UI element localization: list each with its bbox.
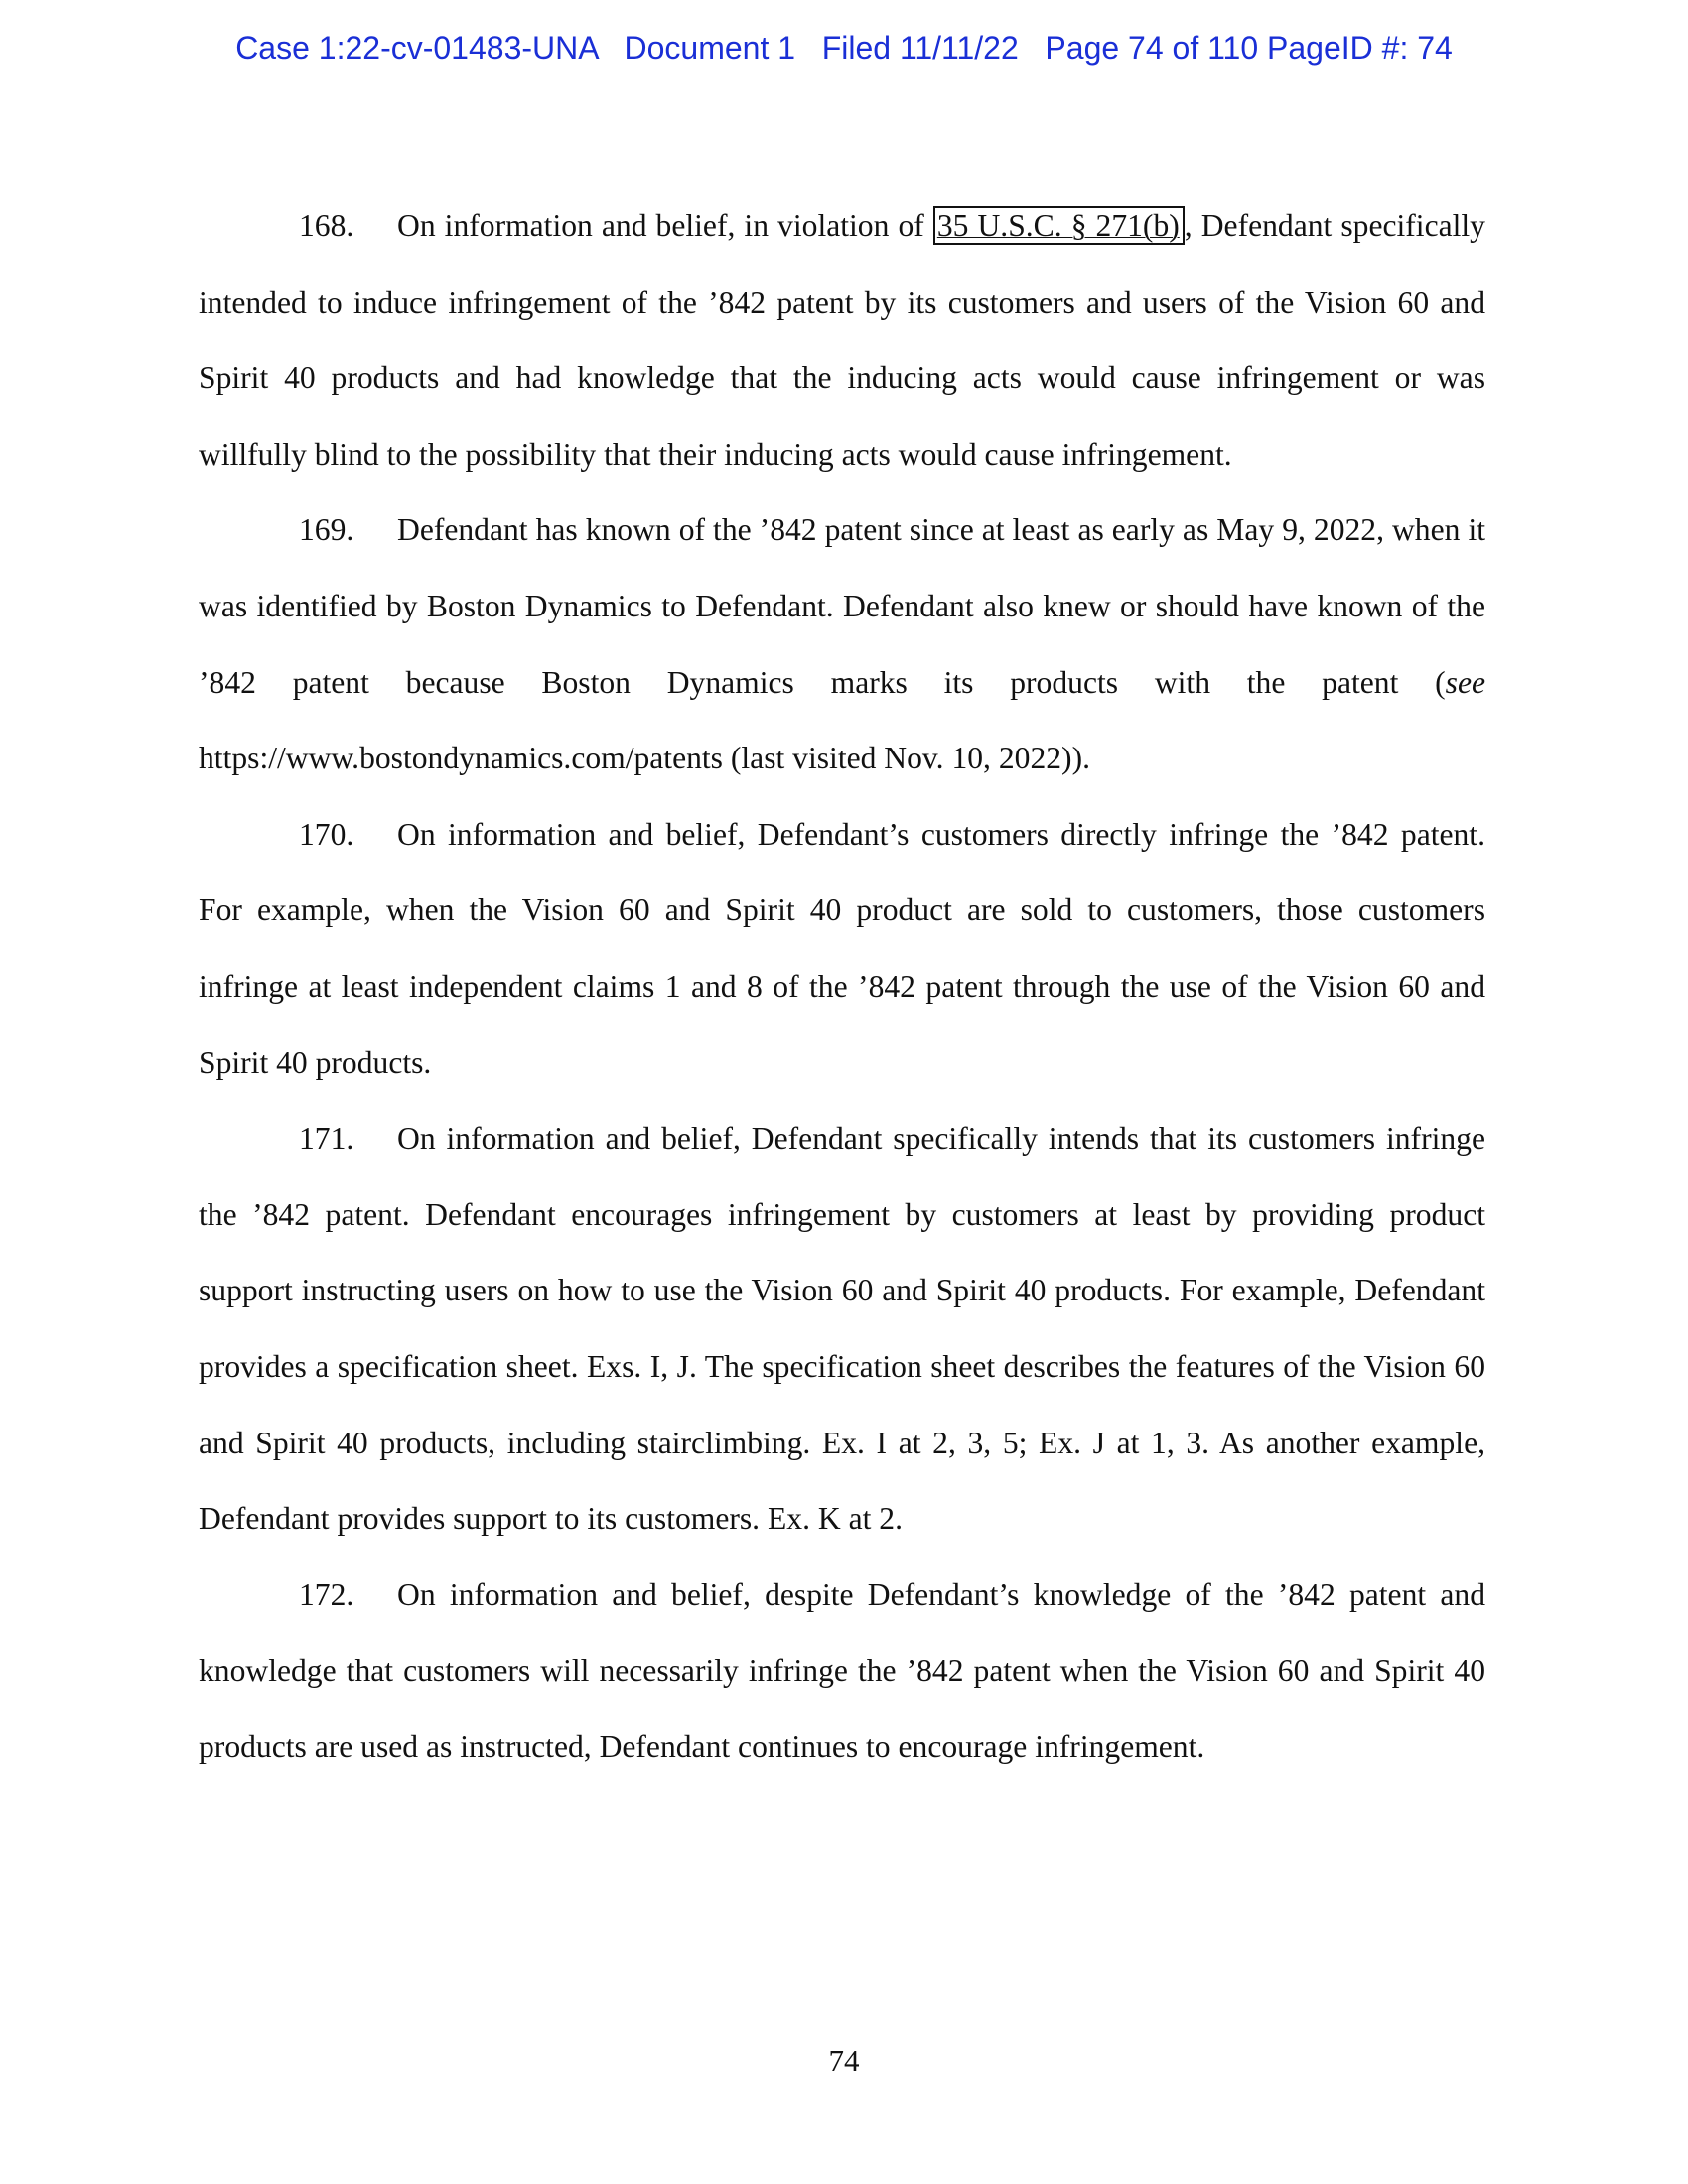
paragraph-170 bbox=[199, 797, 1485, 1101]
document-body bbox=[199, 189, 1485, 1785]
paragraph-number: 172. bbox=[299, 1576, 354, 1612]
paragraph-172 bbox=[199, 1558, 1485, 1786]
paragraph-text: On information and belief, Defendant’s customers directly infringe the ’842 patent. For example, when the Vision 60 and Spirit 40 product are sold to customers, those customers infringe at least independent claims 1 and 8 of the ’842 patent through the use of the Vision 60 and Spirit 40 products. bbox=[199, 816, 1485, 1080]
paragraph-number: 170. bbox=[299, 816, 354, 852]
paragraph-168 bbox=[199, 189, 1485, 492]
signal-word-see: see bbox=[1445, 664, 1485, 700]
paragraph-text: https://www.bostondynamics.com/patents (last visited Nov. 10, 2022)). bbox=[199, 741, 1090, 776]
header-filed-date: Filed 11/11/22 bbox=[821, 30, 1019, 66]
paragraph-number: 169. bbox=[299, 512, 354, 548]
ecf-header bbox=[0, 30, 1688, 67]
header-case-number: Case 1:22-cv-01483-UNA bbox=[235, 30, 598, 66]
paragraph-number: 168. bbox=[299, 208, 354, 243]
paragraph-text: On information and belief, Defendant specifically intends that its customers infringe the ’842 patent. Defendant encourages infringement by customers at least by providing product support instructing users on how to use the Vision 60 and Spirit 40 products. For example, Defendant provides a specification sheet. Exs. I, J. The specification sheet describes the features of the Vision 60 and Spirit 40 products, including stairclimbing. Ex. I at 2, 3, 5; Ex. J at 1, 3. As another example, Defendant provides support to its customers. Ex. K at 2. bbox=[199, 1121, 1485, 1537]
paragraph-text: Defendant has known of the ’842 patent since at least as early as May 9, 2022, when it was identified by Boston Dynamics to Defendant. Defendant also knew or should have known of the ’842 patent because Boston Dynamics marks its products with the patent ( bbox=[199, 512, 1485, 700]
statute-citation-link[interactable]: 35 U.S.C. § 271(b) bbox=[933, 206, 1185, 245]
paragraph-169 bbox=[199, 492, 1485, 796]
paragraph-text: , Defendant specifically intended to induce infringement of the ’842 patent by its customers and users of the Vision 60 and Spirit 40 products and had knowledge that the inducing acts would cause infringement or was willfully blind to the possibility that their inducing acts would cause infringement. bbox=[199, 208, 1485, 472]
header-page-info: Page 74 of 110 PageID #: 74 bbox=[1045, 30, 1453, 66]
paragraph-171 bbox=[199, 1101, 1485, 1558]
paragraph-text: On information and belief, despite Defendant’s knowledge of the ’842 patent and knowledge that customers will necessarily infringe the ’842 patent when the Vision 60 and Spirit 40 products are used as instructed, Defendant continues to encourage infringement. bbox=[199, 1576, 1485, 1764]
page-number: 74 bbox=[828, 2043, 860, 2078]
header-document: Document 1 bbox=[624, 30, 796, 66]
paragraph-text: On information and belief, in violation of bbox=[397, 208, 933, 243]
paragraph-number: 171. bbox=[299, 1121, 354, 1157]
